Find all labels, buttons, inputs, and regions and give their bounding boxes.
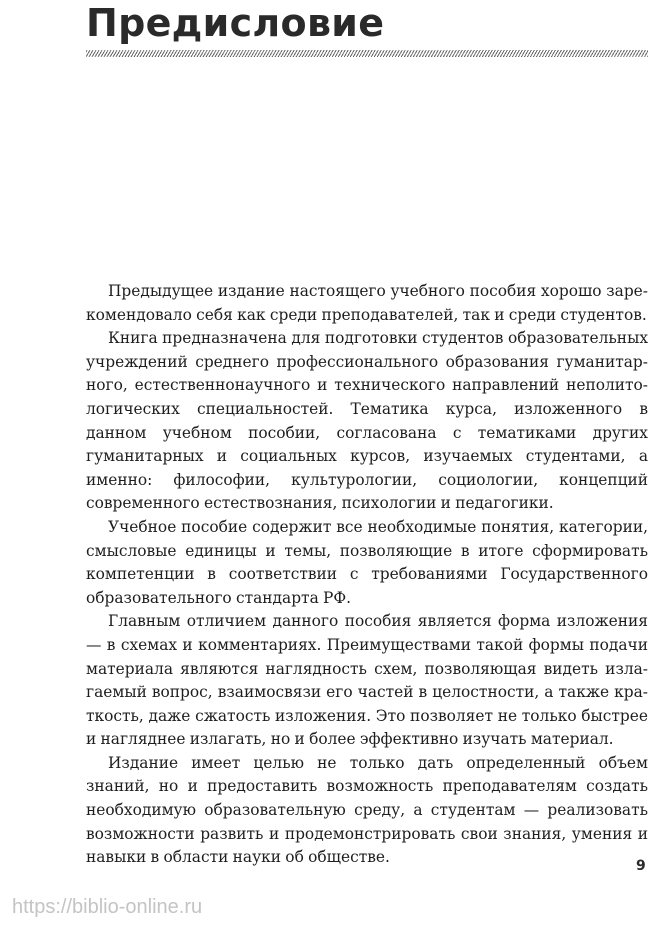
paragraph: Предыдущее издание настоящего учебного пособия хорошо зарекомендовало себя как среди преподавателей, так и среди студентов.: [86, 282, 648, 324]
paragraph: Учебное пособие содержит все необходимые понятия, категории, смысловые единицы и темы, позволяющие в итоге сформировать компетенции в соответствии с требованиями Государственного образовательного стандарта РФ.: [86, 517, 648, 607]
page-number: 9: [636, 858, 646, 874]
title-divider: [86, 50, 648, 57]
chapter-title: Предисловие: [86, 1, 385, 45]
paragraph: Книга предназначена для подготовки студентов образовательных учреждений среднего профессионального образования гуманитарного, естественнонаучного и технического направлений неполитологических специальностей. Тематика курса, изложенного в данном учебном пособии, согласована с тематиками других гуманитарных и социальных курсов, изучаемых студентами, а именно: философии, культурологии, социологии, концепций современного естествознания, психологии и педагогики.: [86, 329, 648, 513]
paragraph: Главным отличием данного пособия является форма изложения — в схемах и комментариях. Преимуществами такой формы подачи материала являются наглядность схем, позволяющая видеть излагаемый вопрос, взаимосвязи его частей в целостности, а также краткость, даже сжатость изложения. Это позволяет не только быстрее и нагляднее излагать, но и более эффективно изучать материал.: [86, 612, 648, 749]
paragraph: Издание имеет целью не только дать определенный объем знаний, но и предоставить возможность преподавателям создать необходимую образовательную среду, а студентам — реализовать возможности развить и продемонстрировать свои знания, умения и навыки в области науки об обществе.: [86, 753, 648, 867]
source-watermark-url: https://biblio-online.ru: [12, 896, 203, 918]
preface-body: [86, 280, 648, 870]
